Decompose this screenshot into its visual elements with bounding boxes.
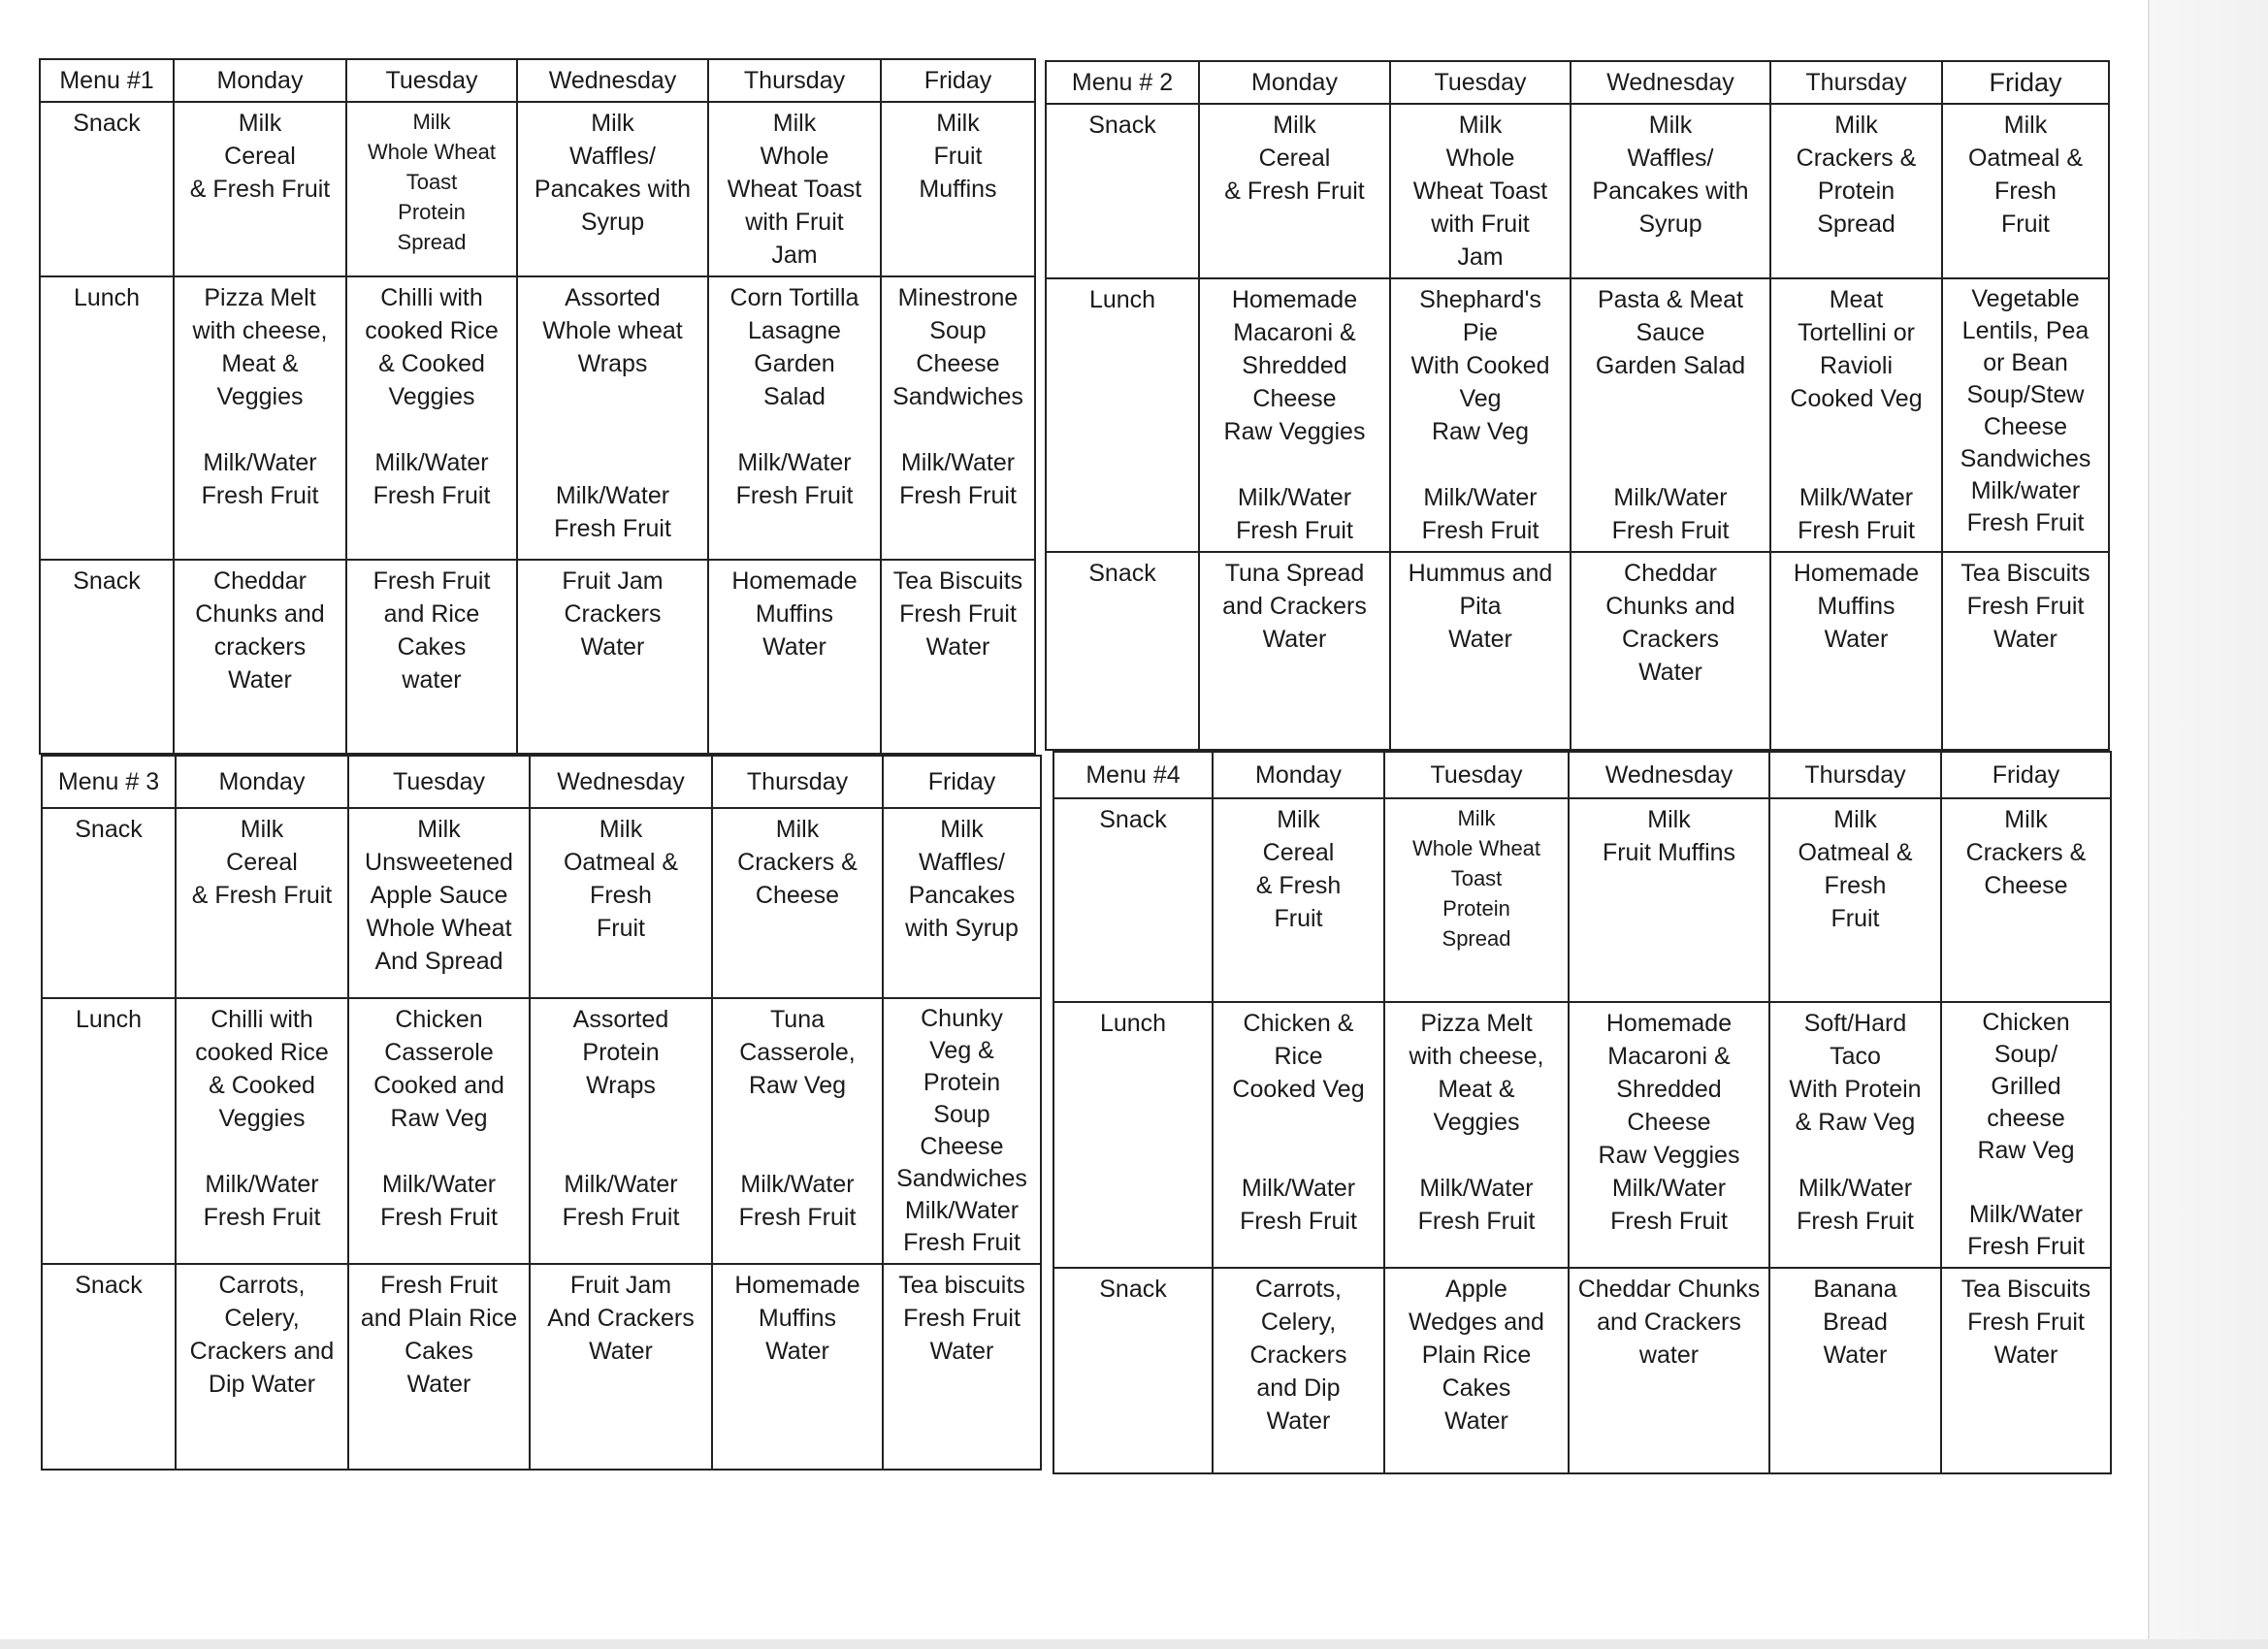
header-row [1053, 752, 2111, 798]
menu-cell: Vegetable Lentils, Pea or Bean Soup/Stew Cheese Sandwiches Milk/water Fresh Fruit [1942, 278, 2109, 552]
menu-cell: Milk Cereal & Fresh Fruit [1199, 104, 1390, 278]
menu-cell: Milk Waffles/ Pancakes with Syrup [517, 102, 708, 276]
meal-label: Snack [40, 560, 174, 754]
day-header-thursday: Thursday [708, 59, 881, 102]
meal-row [1053, 798, 2111, 1002]
meal-label: Snack [1053, 798, 1213, 1002]
menu-cell: Milk Crackers & Cheese [712, 808, 883, 998]
menu-cell: Assorted Whole wheat Wraps Milk/Water Fresh Fruit [517, 276, 708, 560]
menu-title: Menu # 3 [42, 756, 176, 808]
meal-label: Snack [1053, 1268, 1213, 1473]
menu-cell: Fresh Fruit and Rice Cakes water [346, 560, 517, 754]
menu-title: Menu #4 [1053, 752, 1213, 798]
meal-row [42, 808, 1041, 998]
day-header-friday: Friday [883, 756, 1041, 808]
day-header-monday: Monday [174, 59, 346, 102]
menu-cell: Chicken Casserole Cooked and Raw Veg Milk/Water Fresh Fruit [348, 998, 530, 1264]
menu-cell: Milk Fruit Muffins [881, 102, 1035, 276]
menu-cell: Milk Oatmeal & Fresh Fruit [530, 808, 712, 998]
menu-cell: Soft/Hard Taco With Protein & Raw Veg Milk/Water Fresh Fruit [1769, 1002, 1941, 1268]
meal-label: Lunch [1053, 1002, 1213, 1268]
menu-cell: Homemade Macaroni & Shredded Cheese Raw Veggies Milk/Water Fresh Fruit [1199, 278, 1390, 552]
menu-cell: Milk Whole Wheat Toast Protein Spread [1384, 798, 1569, 1002]
day-header-wednesday: Wednesday [517, 59, 708, 102]
day-header-monday: Monday [1199, 61, 1390, 104]
scan-bottom-edge [0, 1639, 2268, 1649]
menu-cell: Tea Biscuits Fresh Fruit Water [881, 560, 1035, 754]
day-header-wednesday: Wednesday [1571, 61, 1770, 104]
menu-cell: Cheddar Chunks and crackers Water [174, 560, 346, 754]
menu-cell: Milk Crackers & Cheese [1941, 798, 2111, 1002]
menu-cell: Homemade Muffins Water [1770, 552, 1942, 750]
menu-cell: Tea Biscuits Fresh Fruit Water [1942, 552, 2109, 750]
meal-label: Snack [42, 808, 176, 998]
meal-row [40, 276, 1035, 560]
day-header-wednesday: Wednesday [530, 756, 712, 808]
menu-title: Menu # 2 [1046, 61, 1199, 104]
menu-cell: Assorted Protein Wraps Milk/Water Fresh Fruit [530, 998, 712, 1264]
menu-cell: Milk Oatmeal & Fresh Fruit [1769, 798, 1941, 1002]
menu-cell: Pizza Melt with cheese, Meat & Veggies Milk/Water Fresh Fruit [174, 276, 346, 560]
menu-cell: Pasta & Meat Sauce Garden Salad Milk/Water Fresh Fruit [1571, 278, 1770, 552]
day-header-wednesday: Wednesday [1569, 752, 1769, 798]
meal-label: Lunch [40, 276, 174, 560]
meal-row [1046, 552, 2109, 750]
meal-row [1046, 278, 2109, 552]
meal-label: Snack [1046, 104, 1199, 278]
menu-cell: Minestrone Soup Cheese Sandwiches Milk/Water Fresh Fruit [881, 276, 1035, 560]
meal-label: Snack [40, 102, 174, 276]
day-header-thursday: Thursday [1769, 752, 1941, 798]
menu-cell: Carrots, Celery, Crackers and Dip Water [176, 1264, 348, 1470]
menu-cell: Homemade Muffins Water [712, 1264, 883, 1470]
menu-cell: Milk Crackers & Protein Spread [1770, 104, 1942, 278]
menu-cell: Tea biscuits Fresh Fruit Water [883, 1264, 1041, 1470]
menu-cell: Tea Biscuits Fresh Fruit Water [1941, 1268, 2111, 1473]
day-header-monday: Monday [176, 756, 348, 808]
menu-cell: Tuna Casserole, Raw Veg Milk/Water Fresh Fruit [712, 998, 883, 1264]
day-header-tuesday: Tuesday [348, 756, 530, 808]
meal-label: Snack [1046, 552, 1199, 750]
menu-cell: Milk Unsweetened Apple Sauce Whole Wheat And Spread [348, 808, 530, 998]
menu-1-table [39, 58, 1036, 755]
scan-page-edge [2148, 0, 2268, 1649]
meal-row [1046, 104, 2109, 278]
day-header-friday: Friday [1941, 752, 2111, 798]
day-header-tuesday: Tuesday [346, 59, 517, 102]
menu-cell: Cheddar Chunks and Crackers Water [1571, 552, 1770, 750]
menu-title: Menu #1 [40, 59, 174, 102]
menu-cell: Milk Whole Wheat Toast with Fruit Jam [1390, 104, 1571, 278]
menu-cell: Tuna Spread and Crackers Water [1199, 552, 1390, 750]
day-header-tuesday: Tuesday [1390, 61, 1571, 104]
menu-cell: Chilli with cooked Rice & Cooked Veggies Milk/Water Fresh Fruit [346, 276, 517, 560]
menu-cell: Chicken Soup/ Grilled cheese Raw Veg Milk/Water Fresh Fruit [1941, 1002, 2111, 1268]
menu-cell: Carrots, Celery, Crackers and Dip Water [1213, 1268, 1384, 1473]
menu-cell: Chicken & Rice Cooked Veg Milk/Water Fresh Fruit [1213, 1002, 1384, 1268]
meal-row [42, 998, 1041, 1264]
day-header-thursday: Thursday [712, 756, 883, 808]
menu-cell: Meat Tortellini or Ravioli Cooked Veg Milk/Water Fresh Fruit [1770, 278, 1942, 552]
menu-cell: Milk Cereal & Fresh Fruit [1213, 798, 1384, 1002]
menu-cell: Fresh Fruit and Plain Rice Cakes Water [348, 1264, 530, 1470]
menu-3-table [41, 755, 1042, 1471]
day-header-thursday: Thursday [1770, 61, 1942, 104]
menu-cell: Milk Oatmeal & Fresh Fruit [1942, 104, 2109, 278]
day-header-tuesday: Tuesday [1384, 752, 1569, 798]
menu-4-table [1053, 751, 2112, 1474]
menu-cell: Hummus and Pita Water [1390, 552, 1571, 750]
meal-label: Lunch [1046, 278, 1199, 552]
header-row [42, 756, 1041, 808]
menu-cell: Pizza Melt with cheese, Meat & Veggies Milk/Water Fresh Fruit [1384, 1002, 1569, 1268]
menu-cell: Fruit Jam And Crackers Water [530, 1264, 712, 1470]
menu-cell: Banana Bread Water [1769, 1268, 1941, 1473]
day-header-friday: Friday [881, 59, 1035, 102]
menu-cell: Corn Tortilla Lasagne Garden Salad Milk/Water Fresh Fruit [708, 276, 881, 560]
menu-cell: Milk Whole Wheat Toast with Fruit Jam [708, 102, 881, 276]
header-row [40, 59, 1035, 102]
menu-cell: Milk Waffles/ Pancakes with Syrup [883, 808, 1041, 998]
meal-label: Lunch [42, 998, 176, 1264]
meal-row [1053, 1268, 2111, 1473]
menu-cell: Cheddar Chunks and Crackers water [1569, 1268, 1769, 1473]
menu-2-table [1045, 60, 2110, 751]
menu-cell: Shephard's Pie With Cooked Veg Raw Veg Milk/Water Fresh Fruit [1390, 278, 1571, 552]
meal-row [40, 102, 1035, 276]
menu-cell: Milk Whole Wheat Toast Protein Spread [346, 102, 517, 276]
meal-row [42, 1264, 1041, 1470]
menu-cell: Milk Fruit Muffins [1569, 798, 1769, 1002]
meal-row [40, 560, 1035, 754]
menu-cell: Apple Wedges and Plain Rice Cakes Water [1384, 1268, 1569, 1473]
menu-cell: Chunky Veg & Protein Soup Cheese Sandwiches Milk/Water Fresh Fruit [883, 998, 1041, 1264]
menu-cell: Homemade Macaroni & Shredded Cheese Raw Veggies Milk/Water Fresh Fruit [1569, 1002, 1769, 1268]
menu-cell: Milk Cereal & Fresh Fruit [174, 102, 346, 276]
header-row [1046, 61, 2109, 104]
menu-cell: Milk Cereal & Fresh Fruit [176, 808, 348, 998]
menu-cell: Fruit Jam Crackers Water [517, 560, 708, 754]
menu-cell: Chilli with cooked Rice & Cooked Veggies Milk/Water Fresh Fruit [176, 998, 348, 1264]
menu-cell: Milk Waffles/ Pancakes with Syrup [1571, 104, 1770, 278]
day-header-monday: Monday [1213, 752, 1384, 798]
meal-label: Snack [42, 1264, 176, 1470]
menu-cell: Homemade Muffins Water [708, 560, 881, 754]
meal-row [1053, 1002, 2111, 1268]
day-header-friday: Friday [1942, 61, 2109, 104]
